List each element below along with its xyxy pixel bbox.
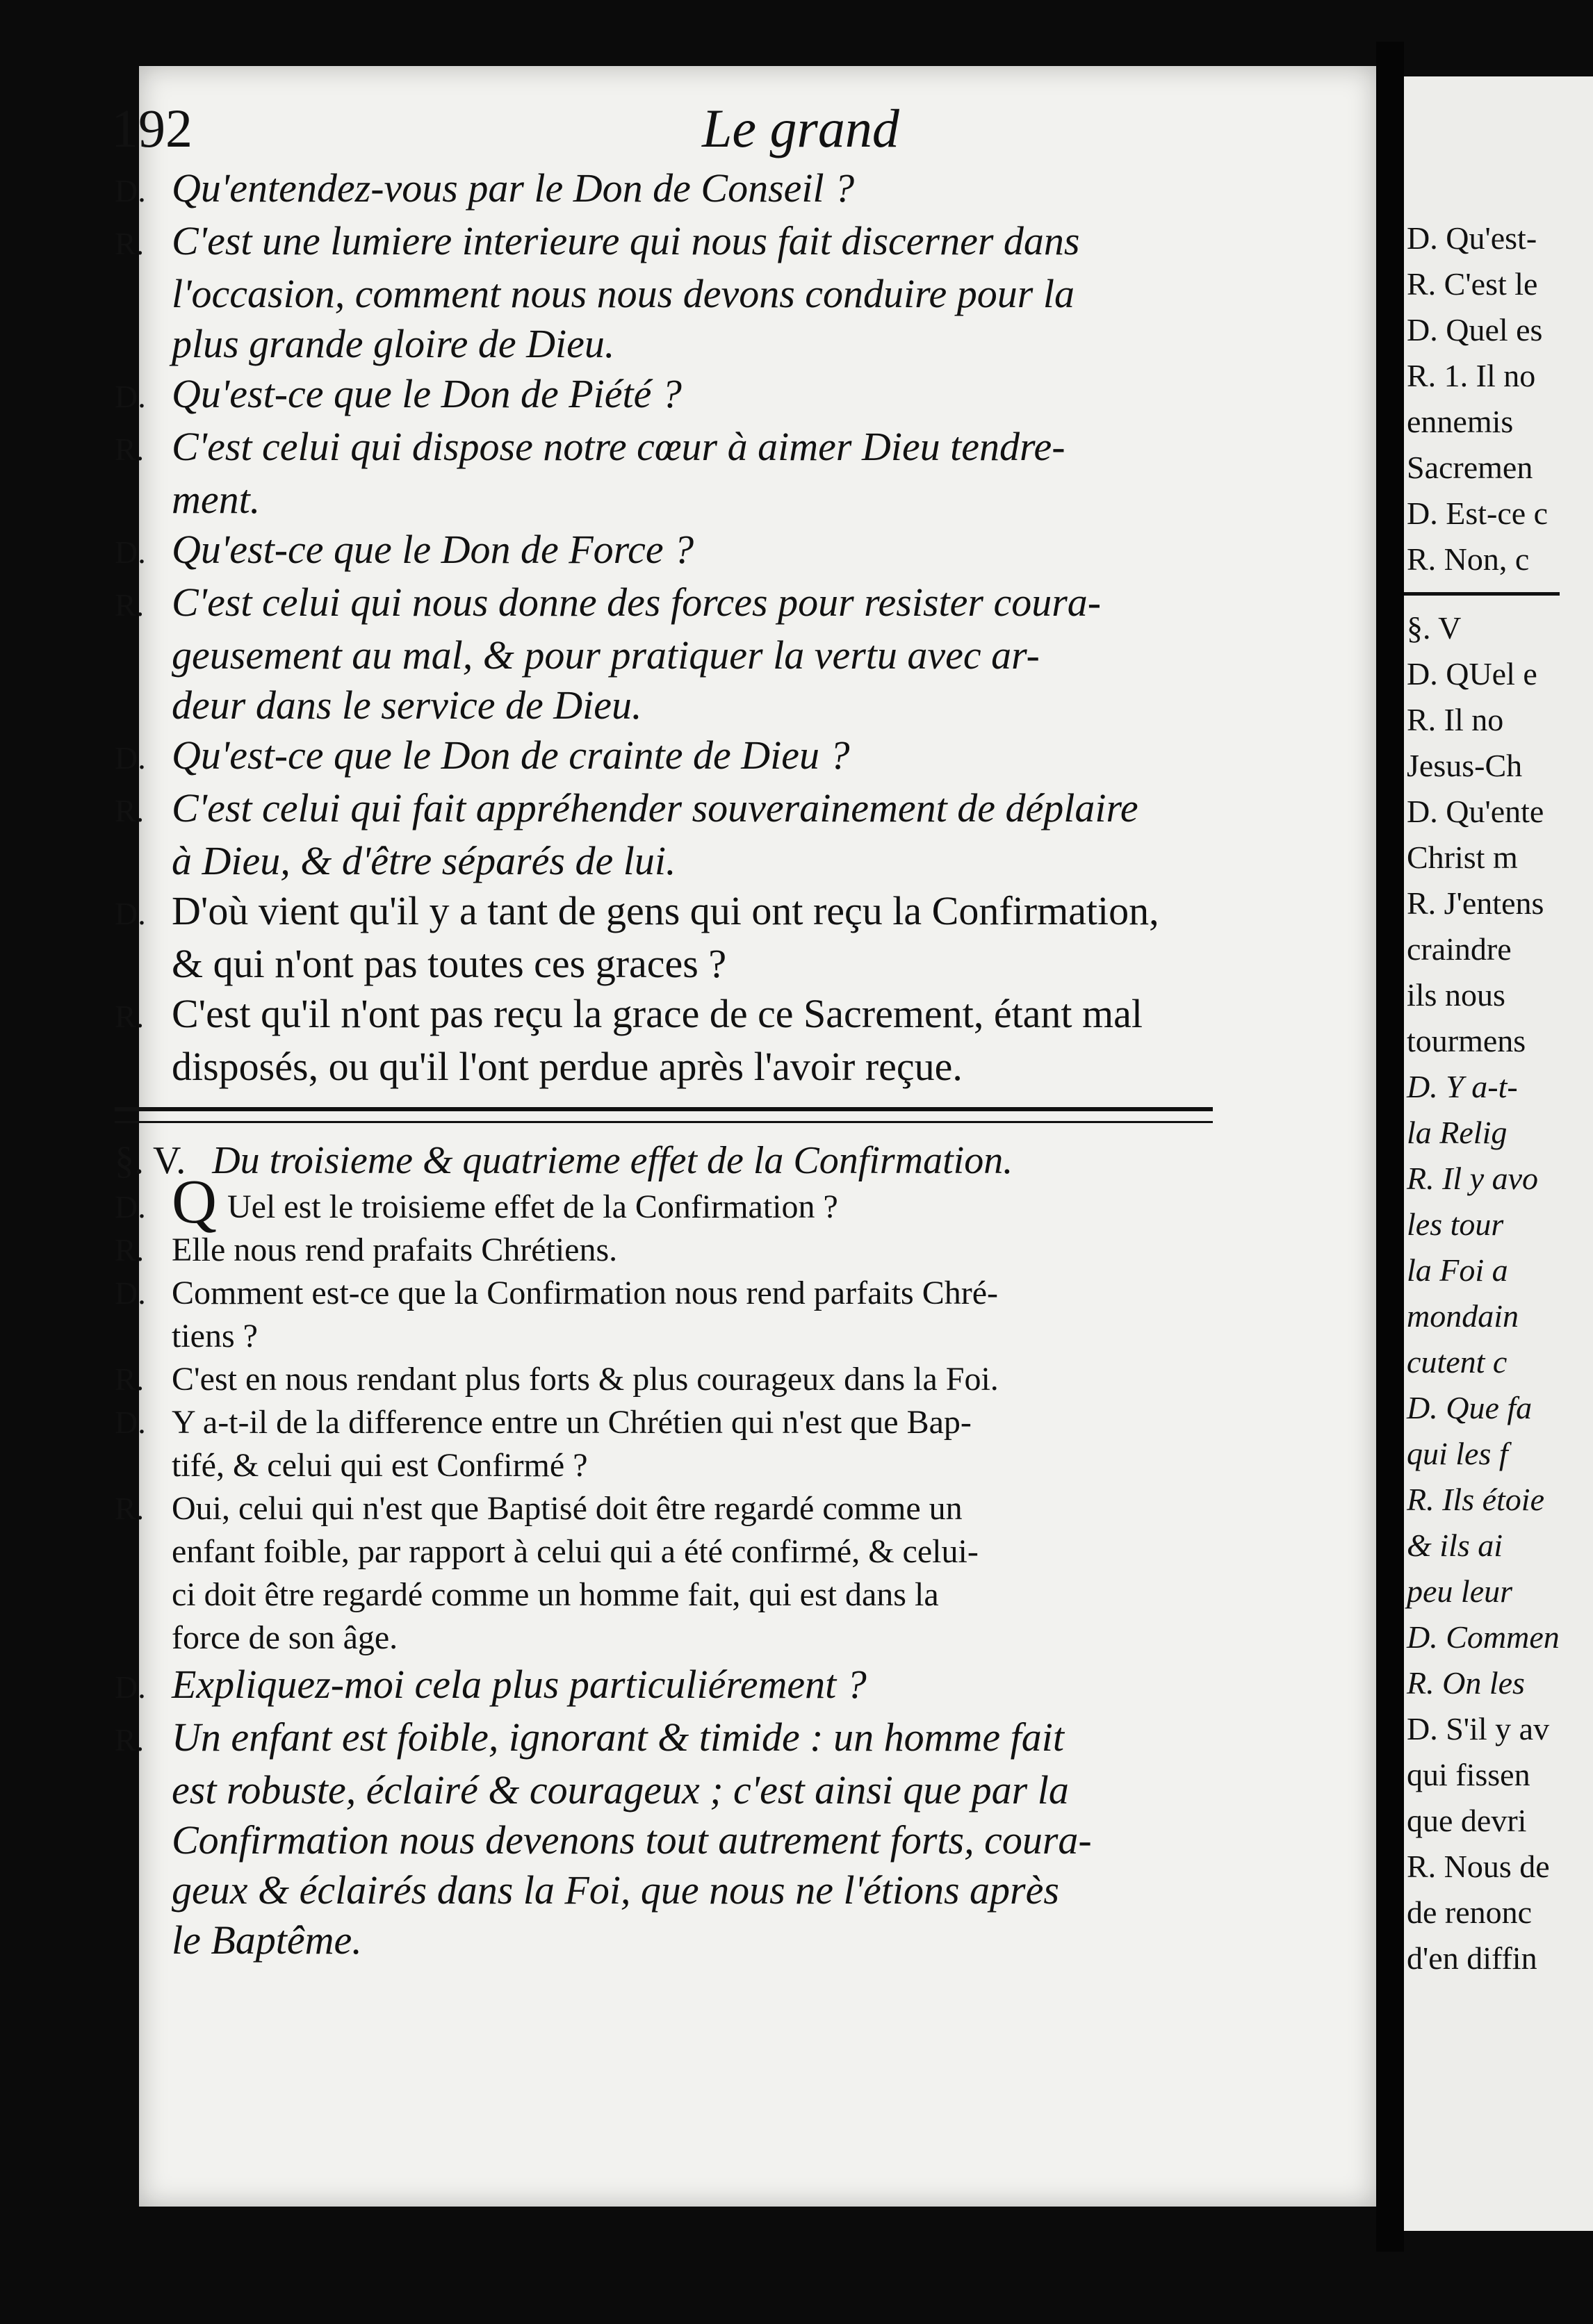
speaker-label: R. <box>115 1491 145 1526</box>
upper-qa-block <box>115 163 1213 1092</box>
speaker-label: R. <box>115 793 145 828</box>
facing-line: tourmens <box>1407 1023 1526 1058</box>
line-text: le Baptême. <box>172 1917 362 1963</box>
line-text: C'est celui qui dispose notre cœur à aimer Dieu tendre- <box>172 424 1065 469</box>
text-line <box>115 1487 1213 1530</box>
facing-line: R. Ils étoie <box>1407 1482 1544 1517</box>
page-header <box>111 97 1237 160</box>
speaker-label: D. <box>115 1405 146 1440</box>
text-line <box>115 1229 1213 1272</box>
text-line <box>115 1815 1213 1865</box>
text-line <box>115 730 1213 783</box>
text-line <box>115 1042 1213 1092</box>
facing-page <box>1404 76 1593 2231</box>
text-line <box>115 939 1213 989</box>
facing-line: D. Qu'ente <box>1407 794 1544 829</box>
facing-line: D. Y a-t- <box>1407 1069 1518 1104</box>
book-gutter <box>1376 42 1404 2252</box>
text-line <box>115 989 1213 1042</box>
facing-line: mondain <box>1407 1298 1519 1334</box>
line-text: Qu'est-ce que le Don de crainte de Dieu ? <box>172 733 850 778</box>
drop-capital: Q <box>172 1168 217 1236</box>
speaker-label: D. <box>115 379 146 414</box>
text-line <box>115 783 1213 836</box>
facing-line: R. Non, c <box>1407 541 1530 577</box>
text-line <box>115 216 1213 269</box>
facing-line: Sacremen <box>1407 450 1533 485</box>
section-rule <box>115 1107 1213 1111</box>
speaker-label: R. <box>115 1361 145 1397</box>
facing-line: de renonc <box>1407 1895 1533 1930</box>
line-text: tiens ? <box>172 1318 258 1355</box>
line-text: C'est en nous rendant plus forts & plus courageux dans la Foi. <box>172 1361 999 1398</box>
line-text: plus grande gloire de Dieu. <box>172 321 615 366</box>
speaker-label: D. <box>115 896 146 931</box>
facing-page-text <box>1404 215 1560 1981</box>
text-line <box>115 1660 1213 1712</box>
line-text: tifé, & celui qui est Confirmé ? <box>172 1447 588 1484</box>
facing-line: D. Qu'est- <box>1407 220 1537 256</box>
page-body <box>115 163 1213 1965</box>
facing-line: R. Il y avo <box>1407 1161 1539 1196</box>
line-text: force de son âge. <box>172 1619 398 1656</box>
speaker-label: D. <box>115 740 146 776</box>
page-number: 192 <box>111 98 193 158</box>
section-rule-thin <box>115 1121 1213 1123</box>
speaker-label: R. <box>115 226 145 261</box>
line-text: est robuste, éclairé & courageux ; c'est ainsi que par la <box>172 1767 1069 1812</box>
text-line <box>115 1530 1213 1573</box>
facing-line: la Relig <box>1407 1115 1508 1150</box>
text-line <box>115 1765 1213 1815</box>
speaker-label: D. <box>115 1669 146 1705</box>
text-line <box>115 1358 1213 1401</box>
facing-rule <box>1404 592 1560 596</box>
speaker-label: D. <box>115 1275 146 1311</box>
facing-line: R. 1. Il no <box>1407 358 1536 393</box>
facing-line: D. QUel e <box>1407 656 1537 692</box>
text-line <box>115 422 1213 475</box>
facing-line: cutent c <box>1407 1344 1508 1380</box>
section-title: Du troisieme & quatrieme effet de la Confirmation. <box>212 1139 1013 1182</box>
text-line <box>115 475 1213 525</box>
text-line <box>115 525 1213 578</box>
section-number: §. V. <box>115 1139 186 1182</box>
text-line <box>115 1915 1213 1965</box>
line-text: Qu'entendez-vous par le Don de Conseil ? <box>172 165 855 211</box>
line-text: ment. <box>172 477 261 522</box>
facing-line: la Foi a <box>1407 1252 1508 1288</box>
facing-line: D. Est-ce c <box>1407 496 1549 531</box>
section-heading <box>115 1136 1213 1186</box>
line-text: Qu'est-ce que le Don de Piété ? <box>172 371 682 416</box>
facing-line: les tour <box>1407 1206 1504 1242</box>
facing-line: R. Nous de <box>1407 1849 1550 1884</box>
speaker-label: D. <box>115 173 146 208</box>
facing-line: R. On les <box>1407 1665 1525 1701</box>
text-line <box>115 1168 1213 1236</box>
facing-line: Christ m <box>1407 840 1518 875</box>
facing-line: Jesus-Ch <box>1407 748 1523 783</box>
facing-line: que devri <box>1407 1803 1527 1838</box>
text-line <box>115 630 1213 680</box>
line-text: D'où vient qu'il y a tant de gens qui ont reçu la Confirmation, <box>172 888 1159 933</box>
line-text: & qui n'ont pas toutes ces graces ? <box>172 941 727 986</box>
line-text: Oui, celui qui n'est que Baptisé doit être regardé comme un <box>172 1490 963 1527</box>
text-line <box>115 1617 1213 1660</box>
line-text: deur dans le service de Dieu. <box>172 682 642 728</box>
lower-qa-block <box>115 1168 1213 1965</box>
facing-line: craindre <box>1407 931 1512 967</box>
facing-line: R. J'entens <box>1407 885 1544 921</box>
text-line <box>115 1401 1213 1444</box>
facing-line: D. S'il y av <box>1407 1711 1550 1746</box>
line-text: l'occasion, comment nous nous devons conduire pour la <box>172 271 1075 316</box>
facing-line: R. Il no <box>1407 702 1504 737</box>
text-line <box>115 1315 1213 1358</box>
running-title: Le grand <box>702 98 899 158</box>
text-line <box>115 886 1213 939</box>
line-text: Uel est le troisieme effet de la Confirmation ? <box>227 1188 838 1225</box>
facing-line: D. Que fa <box>1407 1390 1533 1425</box>
line-text: C'est celui qui nous donne des forces pour resister coura- <box>172 580 1102 625</box>
speaker-label: R. <box>115 432 145 467</box>
text-line <box>115 1272 1213 1315</box>
line-text: Un enfant est foible, ignorant & timide : un homme fait <box>172 1715 1064 1760</box>
line-text: C'est une lumiere interieure qui nous fait discerner dans <box>172 218 1080 263</box>
line-text: Y a-t-il de la difference entre un Chrétien qui n'est que Bap- <box>172 1404 972 1441</box>
facing-line: peu leur <box>1407 1573 1513 1609</box>
line-text: C'est qu'il n'ont pas reçu la grace de ce Sacrement, étant mal <box>172 991 1143 1036</box>
text-line <box>115 369 1213 422</box>
line-text: C'est celui qui fait appréhender souverainement de déplaire <box>172 785 1138 830</box>
line-text: Elle nous rend prafaits Chrétiens. <box>172 1231 618 1268</box>
line-text: disposés, ou qu'il l'ont perdue après l'avoir reçue. <box>172 1044 963 1089</box>
speaker-label: R. <box>115 1722 145 1758</box>
line-text: Qu'est-ce que le Don de Force ? <box>172 527 694 572</box>
speaker-label: D. <box>115 1189 146 1225</box>
line-text: enfant foible, par rapport à celui qui a été confirmé, & celui- <box>172 1533 979 1570</box>
facing-line: D. Commen <box>1407 1619 1560 1655</box>
text-line <box>115 1865 1213 1915</box>
facing-line: D. Quel es <box>1407 312 1543 347</box>
line-text: Comment est-ce que la Confirmation nous rend parfaits Chré- <box>172 1275 999 1311</box>
text-line <box>115 836 1213 886</box>
line-text: geux & éclairés dans la Foi, que nous ne l'étions après <box>172 1867 1059 1913</box>
text-line <box>115 269 1213 319</box>
text-line <box>115 1712 1213 1765</box>
facing-line: d'en diffin <box>1407 1940 1537 1976</box>
text-line <box>115 319 1213 369</box>
text-line <box>115 680 1213 730</box>
speaker-label: R. <box>115 1232 145 1268</box>
facing-line: qui les f <box>1407 1436 1508 1471</box>
facing-line: qui fissen <box>1407 1757 1530 1792</box>
facing-line: & ils ai <box>1407 1528 1503 1563</box>
speaker-label: R. <box>115 999 145 1034</box>
facing-line: R. C'est le <box>1407 266 1538 302</box>
facing-line: ennemis <box>1407 404 1514 439</box>
speaker-label: R. <box>115 587 145 623</box>
line-text: geusement au mal, & pour pratiquer la vertu avec ar- <box>172 632 1040 678</box>
facing-line: ils nous <box>1407 977 1505 1013</box>
line-text: ci doit être regardé comme un homme fait, qui est dans la <box>172 1576 939 1613</box>
facing-line: §. V <box>1407 610 1462 646</box>
text-line <box>115 578 1213 630</box>
line-text: Confirmation nous devenons tout autrement forts, coura- <box>172 1817 1092 1863</box>
speaker-label: D. <box>115 534 146 570</box>
text-line <box>115 1573 1213 1617</box>
line-text: à Dieu, & d'être séparés de lui. <box>172 838 676 883</box>
text-line <box>115 1444 1213 1487</box>
line-text: Expliquez-moi cela plus particuliérement ? <box>172 1662 867 1707</box>
text-line <box>115 163 1213 216</box>
